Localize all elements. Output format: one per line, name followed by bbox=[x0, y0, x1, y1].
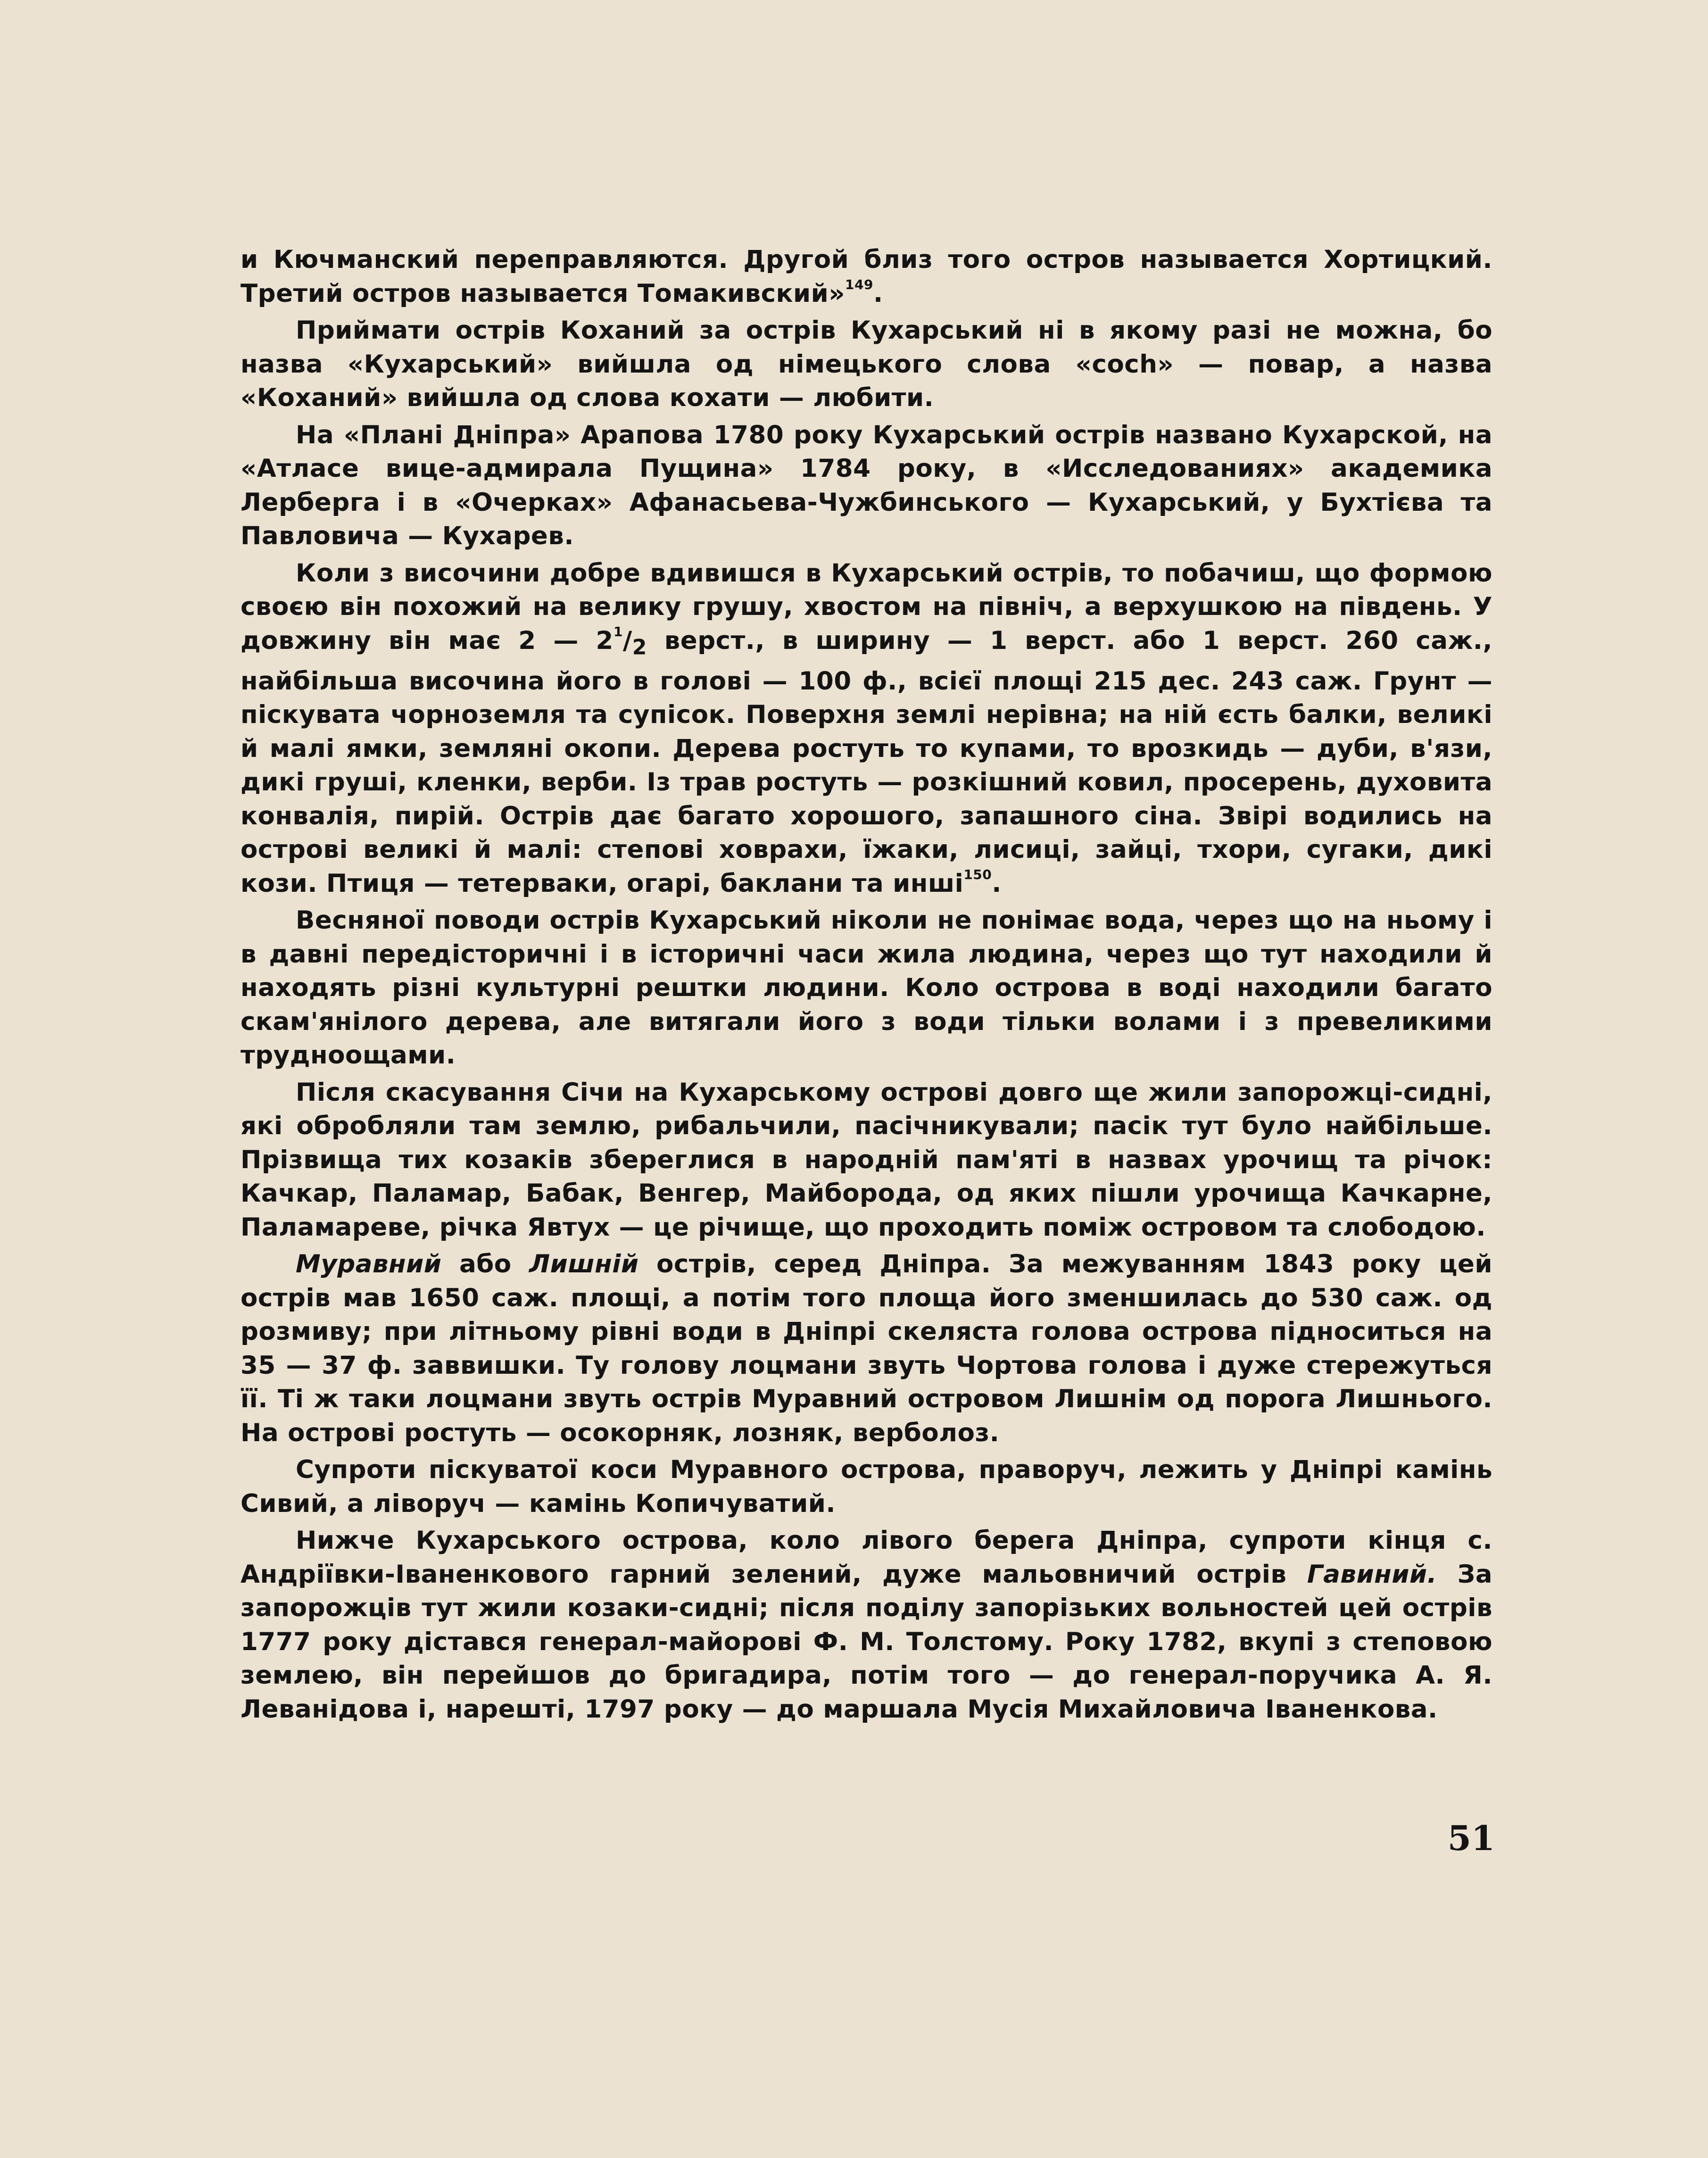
footnote-ref: 150 bbox=[963, 866, 992, 882]
paragraph bbox=[240, 1524, 1492, 1726]
text-run: або bbox=[441, 1250, 530, 1279]
text-run: Весняної поводи острів Кухарський ніколи не понімає вода, через що на ньому і в давні передісторичні і в історичні часи жила людина, через що тут находили й находять різні культурні рештки людини. Коло острова в воді находили багато скам'янілого дерева, але витягали його з води тільки волами і з превеликими трудноощами. bbox=[240, 906, 1492, 1070]
italic-term: Муравний bbox=[296, 1250, 442, 1279]
text-run: На «Плані Дніпра» Арапова 1780 року Кухарський острів названо Кухарской, на «Атласе вице-адмирала Пущина» 1784 року, в «Исследованиях» академика Лерберга і в «Очерках» Афанасьева-Чужбинського — Кухарський, у Бухтієва та Павловича — Кухарев. bbox=[240, 420, 1492, 550]
paragraph bbox=[240, 243, 1492, 310]
text-run: . bbox=[992, 869, 1002, 898]
main-text bbox=[240, 243, 1492, 1726]
paragraph bbox=[240, 1247, 1492, 1450]
text-run: Супроти піскуватої коси Муравного острова, праворуч, лежить у Дніпрі камінь Сивий, а ліворуч — камінь Копичуватий. bbox=[240, 1455, 1492, 1518]
text-run: . bbox=[873, 279, 883, 308]
fraction-denominator: 2 bbox=[632, 635, 647, 660]
fraction-slash: / bbox=[622, 626, 632, 655]
text-run: верст., в ширину — 1 верст. або 1 верст. 260 саж., найбільша височина його в голові — 100 ф., всієї площі 215 дес. 243 саж. Грунт — піскувата чорноземля та супісок. Поверхня землі нерівна; на ній єсть балки, великі й малі ямки, земляні окопи. Дерева ростуть то купами, то врозкидь — дуби, в'язи, дикі груші, кленки, верби. Із трав ростуть — розкішний ковил, просерень, духовита конвалія, пирій. Острів дає багато хорошого, запашного сіна. Звірі водились на острові великі й малі: степові ховрахи, їжаки, лисиці, зайці, тхори, сугаки, дикі кози. Птиця — тетерваки, огарі, баклани та инші bbox=[240, 626, 1492, 898]
italic-term: Лишній bbox=[529, 1250, 639, 1279]
paragraph bbox=[240, 904, 1492, 1072]
paragraph bbox=[240, 314, 1492, 415]
paragraph bbox=[240, 556, 1492, 901]
text-run: За запорожців тут жили козаки-сидні; після поділу запорізьких вольностей цей острів 1777 року дістався генерал-майорові Ф. М. Толстому. Року 1782, вкупі з степовою землею, він перейшов до бригадира, потім того — до генерал-поручика А. Я. Леванідова і, нарешті, 1797 року — до маршала Мусія Михайловича Іваненкова. bbox=[240, 1560, 1492, 1724]
fraction-numerator: 1 bbox=[613, 623, 623, 639]
paragraph bbox=[240, 1453, 1492, 1520]
text-run: Коли з височини добре вдивишся в Кухарський острів, то побачиш, що формою своєю він похожий на велику грушу, хвостом на північ, а верхушкою на південь. У довжину він має 2 — 2 bbox=[240, 558, 1492, 655]
text-run: и Кючманский переправляются. Другой близ того остров называется Хортицкий. Третий остров называется Томакивский» bbox=[240, 245, 1492, 308]
italic-term: Гавиний. bbox=[1307, 1560, 1437, 1589]
footnote-ref: 149 bbox=[845, 276, 873, 292]
paragraph bbox=[240, 1076, 1492, 1245]
text-run: Приймати острів Коханий за острів Кухарський ні в якому разі не можна, бо назва «Кухарський» вийшла од німецького слова «coch» — повар, а назва «Коханий» вийшла од слова кохати — любити. bbox=[240, 316, 1492, 412]
paragraph bbox=[240, 418, 1492, 553]
text-run: Нижче Кухарського острова, коло лівого берега Дніпра, супроти кінця с. Андріївки-Іваненкового гарний зелений, дуже мальовничий острів bbox=[240, 1526, 1492, 1589]
text-run: Після скасування Січи на Кухарському острові довго ще жили запорожці-сидні, які обробляли там землю, рибальчили, пасічникували; пасік тут було найбільше. Прізвища тих козаків зберeглися в народній пам'яті в назвах урочищ та річок: Качкар, Паламар, Бабак, Венгер, Майборода, од яких пішли урочища Качкарне, Паламареве, річка Явтух — це річище, що проходить поміж островом та слободою. bbox=[240, 1078, 1492, 1242]
page-number: 51 bbox=[1447, 1818, 1495, 1858]
text-run: острів, серед Дніпра. За межуванням 1843 року цей острів мав 1650 саж. площі, а потім того площа його зменшилась до 530 саж. од розмиву; при літньому рівні води в Дніпрі скеляста голова острова підноситься на 35 — 37 ф. заввишки. Ту голову лоцмани звуть Чортова голова і дуже стережуться її. Ті ж таки лоцмани звуть острів Муравний островом Лишнім од порога Лишнього. На острові ростуть — осокорняк, лозняк, верболоз. bbox=[240, 1250, 1492, 1447]
